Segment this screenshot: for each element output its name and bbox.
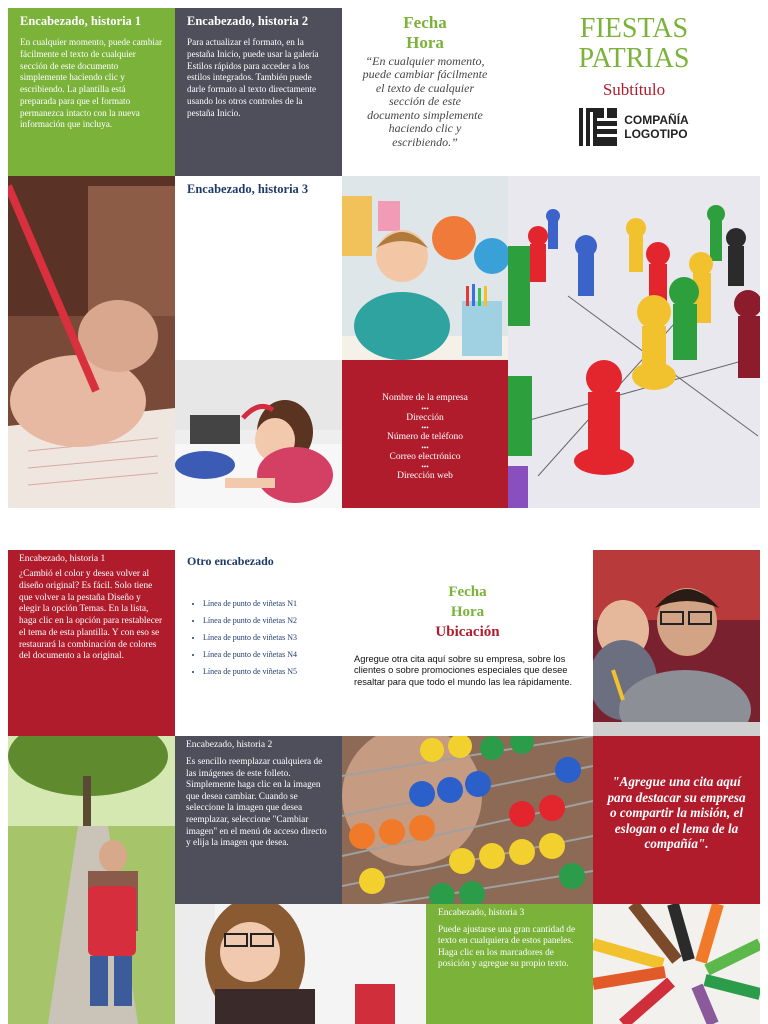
photo-game-pieces[interactable] (508, 176, 760, 508)
p2-story3-heading[interactable]: Encabezado, historia 3 (438, 908, 525, 918)
date-quote-panel (342, 8, 508, 176)
p2-story1-panel (8, 550, 175, 736)
quote-text[interactable]: “En cualquier momento, puede cambiar fácilmente el texto de cualquier sección de este documento simplemente haciendo clic y escribiendo.” (362, 54, 488, 149)
contact-email[interactable]: Correo electrónico (389, 451, 461, 462)
contact-web[interactable]: Dirección web (397, 471, 453, 481)
logo-text-line2: LOGOTIPO (624, 127, 688, 141)
other-heading-panel (175, 550, 342, 736)
story3-heading[interactable]: Encabezado, historia 3 (187, 182, 309, 196)
photo-girl-studying[interactable] (175, 904, 426, 1024)
photo-colored-pencils[interactable] (593, 904, 760, 1024)
p2-story1-body[interactable]: ¿Cambió el color y desea volver al diseño original? Es fácil. Solo tiene que volver a la pestaña Diseño y elegir la opción Temas. En la lista, haga clic en la opción para restablecer el tema de esta plantilla. Y con eso se restaurará la combinación de colores del documento a la original. (19, 569, 163, 662)
photo-boy-glasses[interactable] (593, 550, 760, 736)
title-line1[interactable]: FIESTAS (579, 13, 689, 44)
photo-abacus[interactable] (342, 736, 593, 904)
contact-company[interactable]: Nombre de la empresa (382, 393, 468, 403)
p2-quote-text[interactable]: Agregue otra cita aquí sobre su empresa, sobre los clientes o sobre promociones especiales que desee resaltar para que todo el mundo las lea rápidamente. (354, 654, 573, 687)
story1-panel (8, 8, 175, 176)
bullet-item-1[interactable]: • Línea de punto de viñetas N1 (203, 595, 330, 612)
story1-body[interactable]: En cualquier momento, puede cambiar fácilmente el texto de cualquier sección de este documento simplemente haciendo clic y escribiendo. La plantilla está preparada para que el formato permanezca intacto con la nueva información que incluya. (20, 37, 163, 130)
story2-panel (175, 8, 342, 176)
bullet-list (187, 595, 330, 680)
contact-sep-2: ••• (421, 424, 429, 432)
p2-location-label[interactable]: Ubicación (435, 624, 500, 640)
subtitle[interactable]: Subtítulo (602, 80, 666, 99)
photo-child-writing[interactable] (8, 176, 175, 508)
p2-date-panel (342, 550, 593, 736)
p2-story2-heading[interactable]: Encabezado, historia 2 (186, 740, 273, 750)
photo-boy-backpack[interactable] (8, 736, 175, 1024)
bullet-item-2[interactable]: • Línea de punto de viñetas N2 (203, 612, 330, 629)
bullet-item-3[interactable]: • Línea de punto de viñetas N3 (203, 629, 330, 646)
contact-sep-1: ••• (421, 404, 429, 413)
p2-time-label[interactable]: Hora (450, 604, 485, 620)
contact-sep-4: ••• (421, 463, 429, 471)
photo-boy-drawing[interactable] (342, 176, 508, 360)
p2-story3-body[interactable]: Puede ajustarse una gran cantidad de texto en cualquiera de estos paneles. Haga clic en los marcadores de posición y agregue su propio texto. (438, 925, 576, 969)
other-heading[interactable]: Otro encabezado (187, 554, 274, 568)
big-quote-text[interactable]: "Agregue una cita aquí para destacar su empresa o compartir la misión, el eslogan o el lema de la compañía". (607, 774, 746, 851)
p2-story1-heading[interactable]: Encabezado, historia 1 (19, 554, 106, 564)
contact-address[interactable]: Dirección (406, 412, 444, 423)
story2-body[interactable]: Para actualizar el formato, en la pestaña Inicio, puede usar la galería Estilos rápidos para acceder a los estilos integrados. También puede darle formato al texto directamente usando los otros controles de la pestaña Inicio. (187, 37, 319, 118)
p2-story2-body[interactable]: Es sencillo reemplazar cualquiera de las imágenes de este folleto. Simplemente haga clic en la imagen que desea cambiar. Cuando se seleccione la imagen que desea reemplazar, seleccione "Cambiar imagen" en el menú de acceso directo y elija la imagen que desea. (186, 757, 327, 849)
bullet-item-5[interactable]: • Línea de punto de viñetas N5 (203, 663, 330, 680)
p2-story2-panel (175, 736, 342, 904)
p2-date-label[interactable]: Fecha (448, 584, 487, 600)
date-label[interactable]: Fecha (403, 13, 447, 32)
story1-heading[interactable]: Encabezado, historia 1 (20, 14, 142, 28)
title-line2[interactable]: PATRIAS (578, 43, 690, 74)
contact-panel (342, 360, 508, 508)
logo-icon (579, 108, 617, 146)
company-logo[interactable] (508, 108, 760, 146)
logo-text-line1: COMPAÑÍA (624, 113, 689, 127)
photo-girl-drawing[interactable] (175, 360, 342, 508)
title-panel (508, 8, 760, 176)
story3-panel (175, 176, 342, 360)
contact-phone[interactable]: Número de teléfono (387, 432, 463, 442)
p2-story3-panel (426, 904, 593, 1024)
big-quote-panel (593, 736, 760, 904)
time-label[interactable]: Hora (406, 33, 444, 52)
bullet-item-4[interactable]: • Línea de punto de viñetas N4 (203, 646, 330, 663)
story2-heading[interactable]: Encabezado, historia 2 (187, 14, 309, 28)
contact-sep-3: ••• (421, 443, 429, 452)
